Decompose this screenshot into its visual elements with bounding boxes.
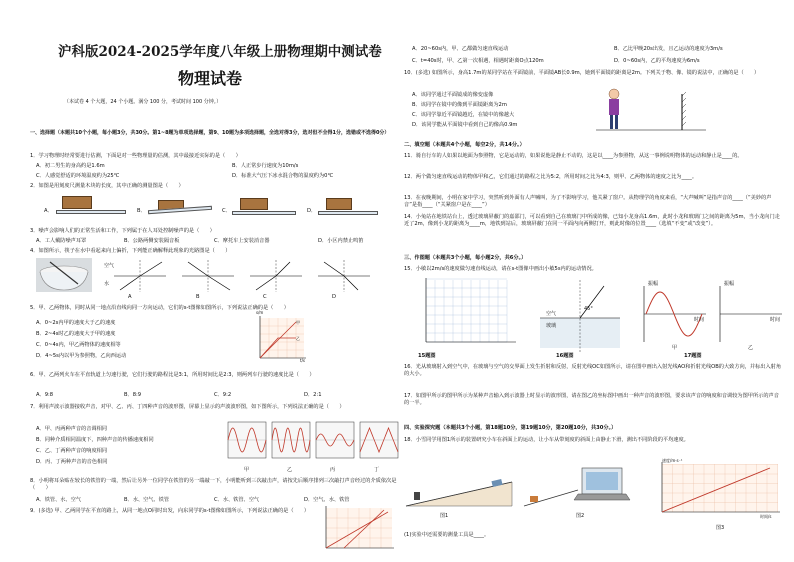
- q4-refracted-ray: [344, 276, 358, 290]
- q18-subquestion-1: (1)实验中还需要的测量工具是____。: [404, 532, 490, 538]
- q6-option-d: D．2:1: [304, 392, 322, 398]
- q17-name-jia: 甲: [672, 345, 678, 351]
- q18-text: 18．小雪同学用图1所示的装置研究小车在斜面上的运动，让小车从带刻度的斜面上由静止下滑，测出不同阶段的平均速度。: [404, 437, 689, 443]
- q2-stem: 2．如图是用刻度尺测量木块的长度，其中正确的测量图是（ ）: [30, 183, 184, 189]
- q4-refracted-ray: [208, 276, 230, 290]
- q10-option-b: B．该同学在镜中的像到平面镜距离为2m: [412, 102, 507, 108]
- q3-option-a: A．工人戴防噪声耳罩: [36, 238, 87, 244]
- section2-title: 二、填空题（本题共4个小题，每空2分，共14分。）: [404, 142, 525, 148]
- q4-incident-ray: [188, 262, 208, 276]
- q9-stem: 9．(多选) 甲、乙两同学在平直的路上，从同一地点O同时出发，向东同学的s-t图像如图所示，下列说法正确的是（ ）: [30, 508, 310, 514]
- q3-option-d: D．小区内禁止鸣笛: [318, 238, 364, 244]
- exam-info: （本试卷 4 个大题，24 个小题。满分 100 分，考试时间 100 分钟。）: [64, 99, 222, 105]
- q8-option-d: D．空气、水、铁管: [304, 497, 350, 503]
- q17-figure-label: 17题图: [684, 353, 702, 359]
- q7-label-ding: 丁: [374, 467, 380, 473]
- q5-graph-y-label: s/m: [256, 310, 264, 315]
- q7-waveforms: [226, 420, 402, 464]
- q3-option-b: B．公路两侧安装隔音板: [124, 238, 180, 244]
- q2-ruler-c: [232, 211, 296, 215]
- q5-series-yi: 乙: [296, 336, 300, 341]
- q9-option-c: C．t=40s时，甲、乙第一次相遇，相遇时距离O点120m: [412, 58, 544, 64]
- q18-sensor-figure: [522, 462, 642, 512]
- q7-option-d: D．丙、丁两种声音的音色相同: [36, 459, 108, 465]
- q4-water-label: 水: [104, 281, 110, 287]
- q16-text: 16．光从玻璃射入到空气中，在玻璃与空气的交界面上发生折射和反射，反射光线OC如图所示，请在图中画出入射光线AO和折射光线OB的大致方向，并标出入射角的大小。: [404, 364, 782, 377]
- q10-mirror-figure: [596, 80, 706, 136]
- q5-graph-x-label: t/s: [300, 358, 305, 363]
- q9-option-d: D．0~60s内，乙的平均速度为6m/s: [614, 58, 700, 64]
- q5-stem: 5．甲、乙两物体，同时从同一地点沿直线向同一方向运动，它们的s-t图像如图所示，下列说法正确的是（ ）: [30, 305, 289, 311]
- q13-text: 13．在夜晚期间，小明在家中学习，突然听到外面有人声喊叫，为了不影响学习，他关紧了窗户。从物理学的角度来看，“大声喊叫”是指声音的____（“美妙的声音”是指____（“关紧窗户是在____”）: [404, 195, 772, 208]
- q4-refracted-ray: [276, 262, 290, 276]
- q4-option-a: A: [128, 294, 132, 300]
- q16-air-label: 空气: [546, 311, 557, 317]
- q17-axis-time-jia: 时间: [694, 317, 705, 323]
- q16-angle-label: 45°: [584, 306, 593, 312]
- q4-bowl-photo: [36, 258, 92, 292]
- q7-label-jia: 甲: [244, 467, 250, 473]
- q2-label-b: B．: [137, 208, 146, 214]
- q17-wave-figure: [636, 282, 784, 348]
- q18-incline-figure: [404, 470, 514, 510]
- q15-text: 15．小敏以2m/s的速度做匀速直线运动，请在s-t图像中画出小敏5s内的运动情况。: [404, 266, 597, 272]
- section1-title: 一、选择题（本题共10个小题，每小题3分，共30分。第1~8题为单项选择题，第9、10题为多项选择题，全选对得3分，选对但不全得1分，选错或不选得0分）: [30, 130, 390, 136]
- q1-stem: 1．学习物理时经常要进行估测，下面是对一些物理量的估测，其中最接近实际的是（ ）: [30, 153, 241, 159]
- q8-option-b: B．水、空气、铁管: [124, 497, 170, 503]
- q17-name-yi: 乙: [748, 345, 754, 351]
- q10-stem: 10．(多选) 如图所示，身高1.7m的某同学站在平面镜前，平面镜AB长0.9m，她到平面镜的距离是2m。下列关于物、像、镜的说法中，正确的是（ ）: [404, 70, 760, 76]
- q6-option-b: B．8:9: [124, 392, 142, 398]
- q8-option-c: C．水、铁管、空气: [214, 497, 260, 503]
- q4-incident-ray: [324, 262, 344, 276]
- q10-option-c: C．该同学靠近平面镜越近，在镜中的像越大: [412, 112, 515, 118]
- q4-stem: 4．如图所示，筷子在水中看起来向上偏折，下列能正确解释此现象的光路图是（ ）: [30, 248, 231, 254]
- q18-fig2-label: 图2: [576, 513, 585, 519]
- q12-text: 12．两个做匀速直线运动的物体甲和乙，它们通过的路程之比为5:2，所用时间之比为4:3，则甲、乙两物体的速度之比为____。: [404, 174, 698, 180]
- q15-grid-graph: [418, 278, 518, 350]
- q4-option-d: D: [332, 294, 336, 300]
- q2-block-c: [240, 198, 268, 210]
- q6-stem: 6．甲、乙两列火车在平直轨道上匀速行驶，它们行驶的路程比是3:1，所用时间比是2:3，则两列车行驶的速度比是（ ）: [30, 372, 315, 378]
- exam-sub-title: 物理试卷: [178, 69, 243, 88]
- q8-option-a: A．铁管、水、空气: [36, 497, 82, 503]
- q9-st-graph: [318, 506, 398, 556]
- section3-title: 三、作图题（本题共3个小题，每小题2分，共6分。）: [404, 255, 527, 261]
- q9-option-a: A．20~60s内，甲、乙都做匀速直线运动: [412, 46, 509, 52]
- q2-block-d: [326, 198, 352, 210]
- q2-ruler-a: [56, 210, 126, 214]
- q4-option-c: C: [263, 294, 267, 300]
- q1-option-d: D．标准大气压下冰水混合物的温度约为0℃: [232, 173, 334, 179]
- q7-stem: 7．利用声波示波器接收声音，对甲、乙、丙、丁四种声音的波形图，屏幕上显示的声波波形图，如下图所示，下列说法正确的是（ ）: [30, 404, 345, 410]
- q17-axis-time-yi: 时间: [770, 317, 781, 323]
- q2-label-a: A．: [44, 208, 53, 214]
- q14-text: 14．小兔站在地铁站台上，透过玻璃屏蔽门的嘉邵门，可以看到自己在玻璃门中所成的像，已知小龙身高1.6m，此时小龙和玻璃门之间的距离为5m，当小龙向门走近了2m，像到小龙的距离为____m，地铁到站后，玻璃屏蔽门在同一平面内向两侧打开，则此时像的位置____（选填“不变”或“改变”）。: [404, 214, 780, 227]
- section4-title: 四、实验探究题（本题共3个小题，第18题10分，第19题10分，第20题10分，共30分。）: [404, 425, 617, 431]
- q4-air-label: 空气: [104, 263, 115, 269]
- q17-axis-amplitude-jia: 振幅: [648, 281, 659, 287]
- q5-option-d: D．4~5s内以甲为参照物，乙向西运动: [36, 353, 127, 359]
- q4-incident-ray: [120, 276, 140, 290]
- q17-text: 17．如图甲所示的图甲所示为某种声音输入到示波器上时显示的波形图，请在图乙的坐标图中画出一种声音的波形图，要求该声音的响度和音调较为图甲所示的声音的一半。: [404, 393, 779, 406]
- q16-figure-label: 16题图: [556, 353, 574, 359]
- q15-figure-label: 15题图: [418, 353, 436, 359]
- q7-label-bing: 丙: [330, 467, 336, 473]
- q2-label-c: C．: [222, 208, 231, 214]
- q7-label-yi: 乙: [287, 467, 293, 473]
- q18-graph-y-label: 速度/m·s⁻¹: [662, 458, 683, 463]
- q17-axis-amplitude-yi: 振幅: [724, 281, 735, 287]
- q1-option-b: B．人正常步行速度为10m/s: [232, 163, 299, 169]
- q5-option-c: C．0~4s内，甲乙两物体的速度相等: [36, 342, 121, 348]
- q9-option-b: B．乙比甲晚20s出发，且乙运动的速度为3m/s: [614, 46, 723, 52]
- q6-option-c: C．9:2: [214, 392, 232, 398]
- q18-velocity-graph: [648, 460, 784, 522]
- exam-main-title: 沪科版2024-2025学年度八年级上册物理期中测试卷: [58, 44, 382, 60]
- q16-glass-label: 玻璃: [546, 323, 557, 329]
- q4-option-b: B: [196, 294, 200, 300]
- q4-refracted-ray: [140, 262, 162, 276]
- q5-series-jia: 甲: [296, 320, 300, 325]
- q10-option-d: D．该同学能从平面镜中看到自己的像高0.9m: [412, 122, 518, 128]
- q11-text: 11．骑自行车的人如果以地面为参照物，它是运动的，如果说他是静止不动的，这是以____为参照物，从这一事例说明物体的运动和静止是____的。: [404, 153, 743, 159]
- q7-option-b: B．同种介质相同温度下，四种声音的传播速度相同: [36, 437, 154, 443]
- q18-graph-x-label: 时间/s: [760, 514, 772, 519]
- q18-fig1-label: 图1: [440, 513, 449, 519]
- q10-option-a: A．该同学通过平面镜成的像变虚像: [412, 92, 494, 98]
- q5-option-a: A．0~2s内甲的速度大于乙的速度: [36, 320, 116, 326]
- q18-fig3-label: 图3: [716, 525, 725, 531]
- q7-option-a: A．甲、丙两种声音的音调相同: [36, 426, 107, 432]
- q2-block-a: [62, 196, 92, 209]
- q7-option-c: C．乙、丁两种声音的响度相同: [36, 448, 108, 454]
- q1-option-c: C．人感觉舒适的环境温度约为25℃: [36, 173, 120, 179]
- q4-incident-ray: [256, 276, 276, 290]
- q2-ruler-d: [318, 211, 378, 215]
- q8-stem: 8．小明将耳朵贴在较长的铁管的一端，然后让另外一位同学在铁管的另一端敲一下，小明能听到三次敲击声，请按先后顺序排列三次敲打声音经过的介质依次是（ ）: [30, 478, 397, 491]
- q5-option-b: B．2~4s时乙的速度大于甲的速度: [36, 331, 116, 337]
- q6-option-a: A．9:8: [36, 392, 54, 398]
- q3-option-c: C．摩托车上安装消音器: [214, 238, 270, 244]
- q3-stem: 3．噪声会影响人们的正常生活和工作，下列属于在人耳处控制噪声的是（ ）: [30, 228, 215, 234]
- q2-label-d: D．: [307, 208, 317, 214]
- q4-ray-diagrams: [100, 258, 400, 294]
- q1-option-a: A．初二男生的身高约是1.6m: [36, 163, 105, 169]
